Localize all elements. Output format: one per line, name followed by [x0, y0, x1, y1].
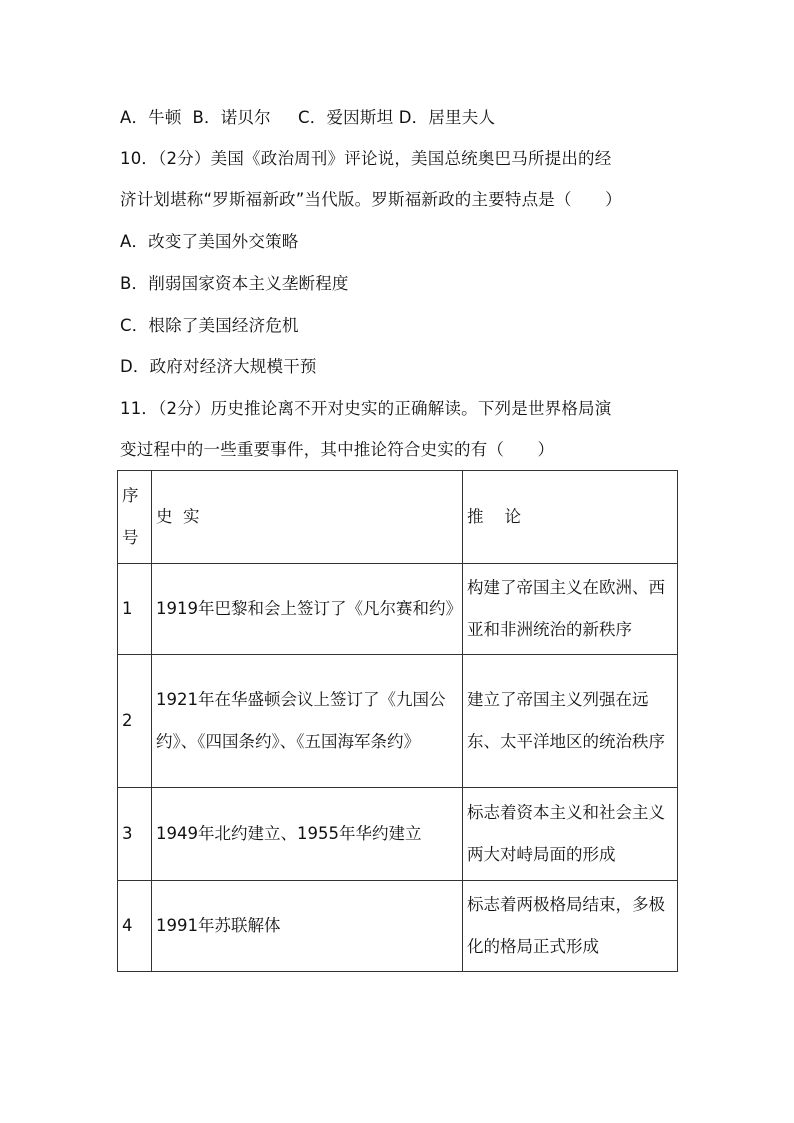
header-no-line2: 号: [122, 528, 139, 547]
q11-stem-line2: 变过程中的一些重要事件，其中推论符合史实的有（ ）: [120, 440, 555, 459]
row-fact: 1949年北约建立、1955年华约建立: [152, 788, 463, 881]
q11-stem-line1: 11．（2分）历史推论离不开对史实的正确解读。下列是世界格局演: [120, 399, 612, 418]
row-fact: 1921年在华盛顿会议上签订了《九国公约》、《四国条约》、《五国海军条约》: [152, 655, 463, 788]
table-row: [118, 564, 678, 655]
row-no: 4: [118, 881, 152, 972]
header-no-line1: 序: [122, 486, 139, 505]
q10-option-c: C．根除了美国经济危机: [120, 316, 299, 335]
row-fact: 1919年巴黎和会上签订了《凡尔赛和约》: [152, 564, 463, 655]
table-row: [118, 788, 678, 881]
q9-option-d: D．居里夫人: [398, 108, 496, 127]
table-header-row: [118, 471, 678, 564]
row-inference: 标志着资本主义和社会主义两大对峙局面的形成: [463, 788, 678, 881]
row-inference: 标志着两极格局结束，多极化的格局正式形成: [463, 881, 678, 972]
history-table: [117, 470, 678, 972]
row-no: 1: [118, 564, 152, 655]
header-fact-cell: 史 实: [152, 471, 463, 564]
header-no-cell: [118, 471, 152, 564]
q10-stem-line2: 济计划堪称“罗斯福新政”当代版。罗斯福新政的主要特点是（ ）: [120, 190, 622, 209]
header-inference-cell: 推 论: [463, 471, 678, 564]
row-inference: 建立了帝国主义列强在远东、太平洋地区的统治秩序: [463, 655, 678, 788]
q9-option-a: A．牛顿: [120, 108, 182, 127]
table-row: [118, 881, 678, 972]
q9-option-c: C．爱因斯坦: [298, 108, 394, 127]
q10-stem-line1: 10．（2分）美国《政治周刊》评论说，美国总统奥巴马所提出的经: [120, 149, 612, 168]
q9-options: [120, 107, 495, 129]
q10-option-b: B．削弱国家资本主义垄断程度: [120, 274, 349, 293]
q10-option-a: A．改变了美国外交策略: [120, 232, 299, 251]
q10-option-d: D．政府对经济大规模干预: [120, 357, 317, 376]
table-row: [118, 655, 678, 788]
row-fact: 1991年苏联解体: [152, 881, 463, 972]
row-inference: 构建了帝国主义在欧洲、西亚和非洲统治的新秩序: [463, 564, 678, 655]
q9-option-b: B．诺贝尔: [192, 108, 271, 127]
row-no: 3: [118, 788, 152, 881]
row-no: 2: [118, 655, 152, 788]
